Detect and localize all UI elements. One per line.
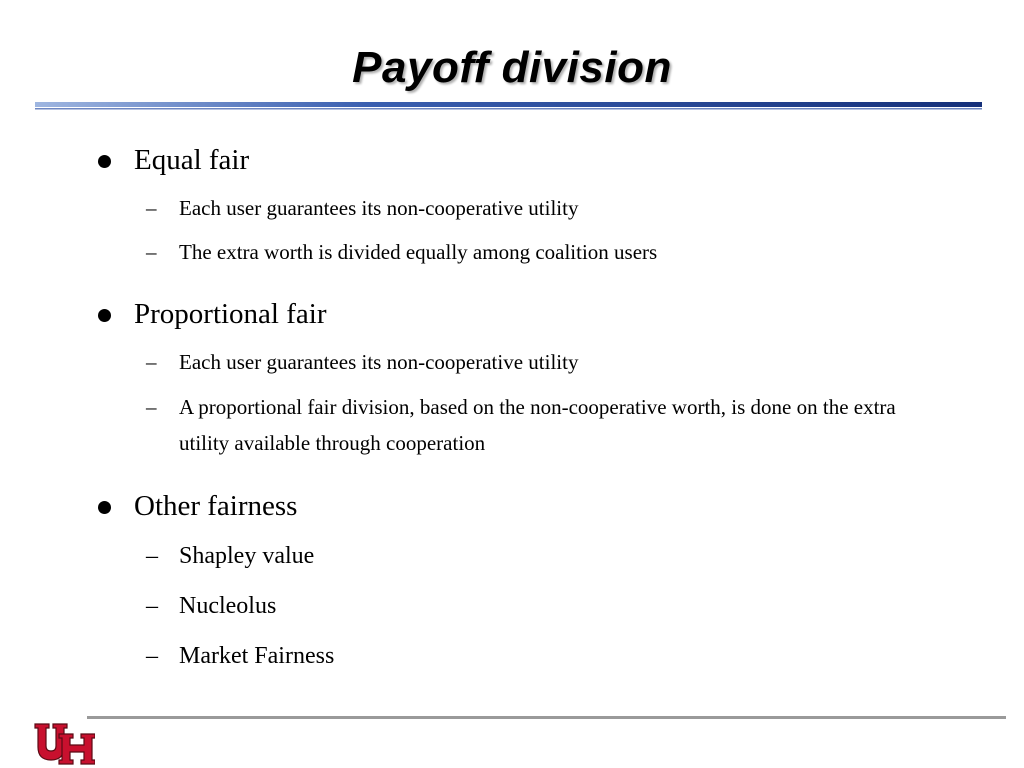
- sub-bullet-text: Each user guarantees its non-cooperative utility: [179, 350, 579, 374]
- sub-bullet-text: Shapley value: [179, 543, 315, 569]
- sub-bullet-text: A proportional fair division, based on the non-cooperative worth, is done on the extra utility available through cooperation: [179, 395, 896, 455]
- bullet-dot-icon: [98, 501, 111, 514]
- sub-bullet-text: The extra worth is divided equally among coalition users: [179, 240, 658, 264]
- sub-bullet-item: [146, 588, 936, 624]
- dash-icon: –: [146, 240, 157, 264]
- bullet-dot-icon: [98, 155, 111, 168]
- bullet-heading: Other fairness: [134, 490, 298, 522]
- bullet-heading: Equal fair: [134, 144, 250, 176]
- sub-bullet-text: Each user guarantees its non-cooperative utility: [179, 196, 579, 220]
- footer-divider: [87, 716, 1006, 719]
- page-title: Payoff division: [352, 43, 672, 92]
- sub-bullet-text: Market Fairness: [179, 643, 335, 669]
- sub-bullet-item: [146, 234, 936, 270]
- sub-bullet-item: [146, 538, 936, 574]
- sub-bullet-item: [146, 344, 936, 380]
- dash-icon: –: [146, 196, 157, 220]
- sub-bullet-item: [146, 190, 936, 226]
- sub-bullet-item: [146, 389, 936, 461]
- dash-icon: –: [146, 543, 158, 569]
- bullet-heading: Proportional fair: [134, 298, 327, 330]
- dash-icon: –: [146, 395, 157, 419]
- bullet-dot-icon: [98, 309, 111, 322]
- dash-icon: –: [146, 593, 158, 619]
- title-divider: [35, 102, 982, 110]
- dash-icon: –: [146, 643, 158, 669]
- sub-bullet-item: [146, 638, 936, 674]
- dash-icon: –: [146, 350, 157, 374]
- sub-bullet-text: Nucleolus: [179, 593, 277, 619]
- uh-logo-icon: [33, 720, 95, 766]
